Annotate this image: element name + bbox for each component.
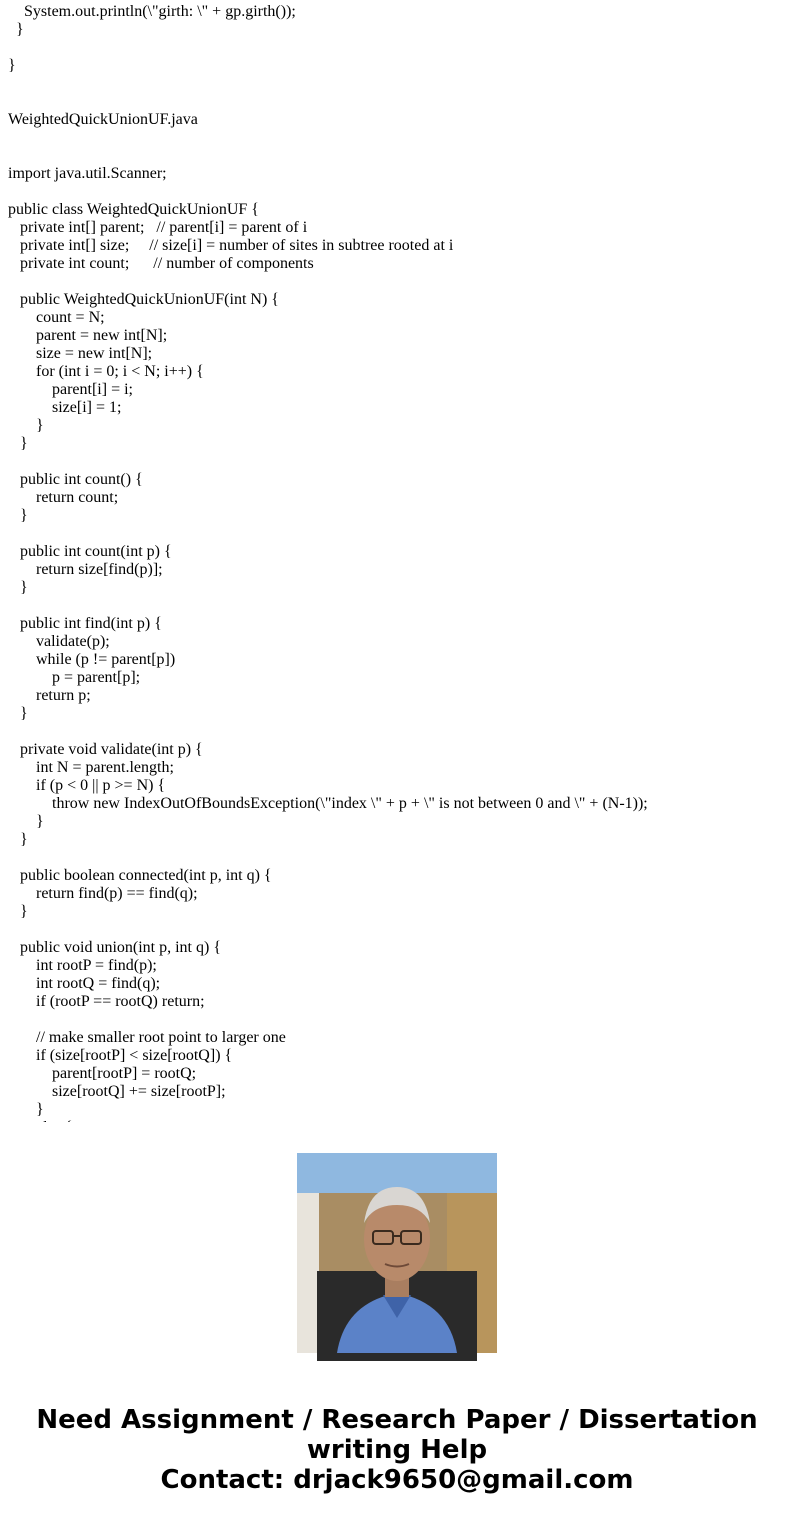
code-line: } — [8, 903, 28, 920]
code-line: for (int i = 0; i < N; i++) { — [8, 363, 204, 380]
code-line: int rootP = find(p); — [8, 957, 157, 974]
promo-message — [0, 1405, 794, 1495]
code-line: throw new IndexOutOfBoundsException(\"index \" + p + \" is not between 0 and \" + (N-1)); — [8, 795, 648, 812]
code-line: } — [8, 417, 44, 434]
code-line: public WeightedQuickUnionUF(int N) { — [8, 291, 279, 308]
code-line: return count; — [8, 489, 119, 506]
code-line: } — [8, 831, 28, 848]
code-line: if (size[rootP] < size[rootQ]) { — [8, 1047, 233, 1064]
code-line: size = new int[N]; — [8, 345, 153, 362]
code-line: } — [8, 705, 28, 722]
promo-section — [0, 1122, 794, 1523]
code-line: public int count(int p) { — [8, 543, 172, 560]
code-line: int rootQ = find(q); — [8, 975, 161, 992]
promo-line-2: writing Help — [306, 1435, 488, 1465]
code-line: } — [8, 813, 44, 830]
code-line: validate(p); — [8, 633, 110, 650]
code-line: public boolean connected(int p, int q) { — [8, 867, 272, 884]
code-line: count = N; — [8, 309, 105, 326]
code-line: } — [8, 579, 28, 596]
code-line: size[rootQ] += size[rootP]; — [8, 1083, 226, 1100]
code-line: size[i] = 1; — [8, 399, 122, 416]
code-line: public void union(int p, int q) { — [8, 939, 221, 956]
code-line: private int[] size; // size[i] = number of sites in subtree rooted at i — [8, 237, 454, 254]
code-line: if (rootP == rootQ) return; — [8, 993, 205, 1010]
code-line: return size[find(p)]; — [8, 561, 163, 578]
code-line: int N = parent.length; — [8, 759, 174, 776]
promo-contact: Contact: drjack9650@gmail.com — [160, 1465, 634, 1495]
code-line: parent = new int[N]; — [8, 327, 168, 344]
code-line: if (p < 0 || p >= N) { — [8, 777, 166, 794]
code-line: private void validate(int p) { — [8, 741, 203, 758]
author-avatar — [297, 1153, 497, 1353]
code-line: return p; — [8, 687, 91, 704]
code-line: public int count() { — [8, 471, 143, 488]
code-line: } — [8, 57, 16, 74]
code-line: import java.util.Scanner; — [8, 165, 167, 182]
code-line: } — [8, 435, 28, 452]
code-line: parent[rootP] = rootQ; — [8, 1065, 197, 1082]
code-line: WeightedQuickUnionUF.java — [8, 111, 198, 128]
code-line: System.out.println(\"girth: \" + gp.girth()); — [8, 3, 296, 20]
code-line: // make smaller root point to larger one — [8, 1029, 286, 1046]
code-line: p = parent[p]; — [8, 669, 141, 686]
code-line: } — [8, 507, 28, 524]
promo-line-1: Need Assignment / Research Paper / Dissertation — [36, 1405, 758, 1435]
code-line: private int count; // number of components — [8, 255, 314, 272]
code-line: parent[i] = i; — [8, 381, 133, 398]
code-line: } — [8, 1101, 44, 1118]
code-line: return find(p) == find(q); — [8, 885, 198, 902]
code-line: private int[] parent; // parent[i] = parent of i — [8, 219, 308, 236]
code-line: while (p != parent[p]) — [8, 651, 176, 668]
code-line: public class WeightedQuickUnionUF { — [8, 201, 259, 218]
code-line: public int find(int p) { — [8, 615, 162, 632]
code-line: } — [8, 21, 24, 38]
